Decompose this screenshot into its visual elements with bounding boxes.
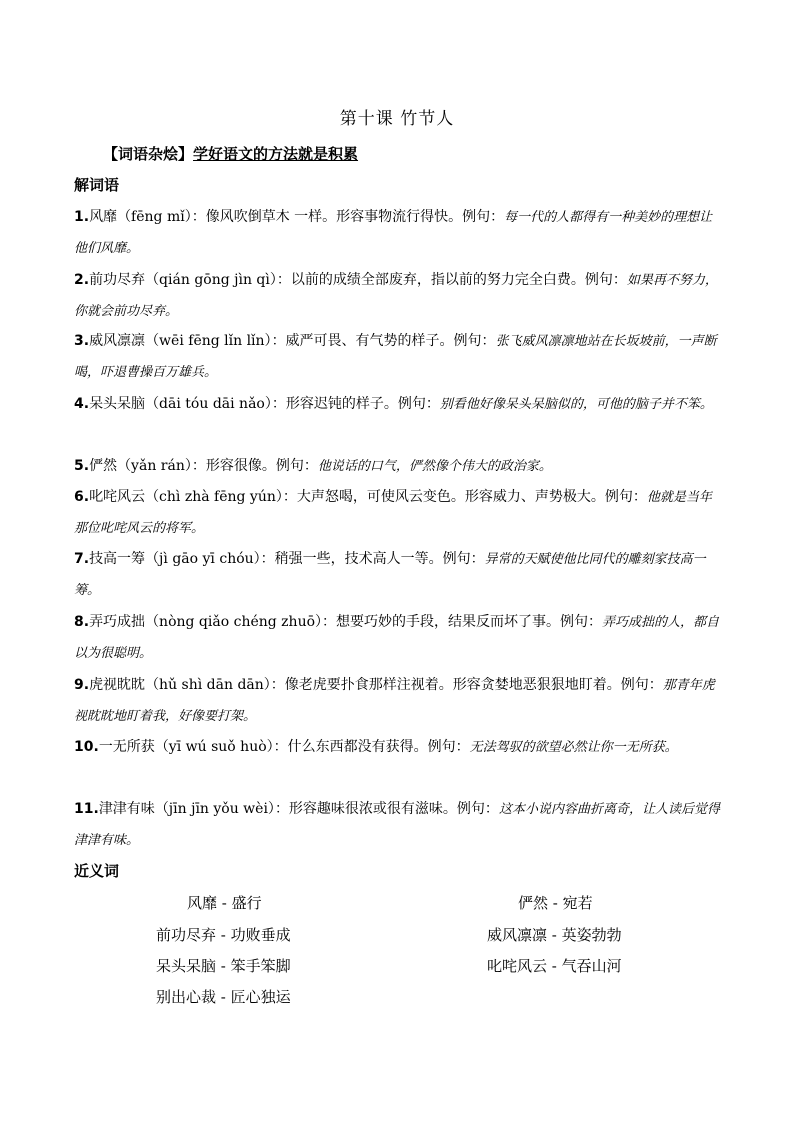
entry-pinyin: （jì gāo yī chóu） — [145, 551, 261, 567]
entry-definition: ：像老虎要扑食那样注视着。形容贪婪地恶狠狠地盯着。例句： — [270, 677, 663, 693]
page-title: 第十课 竹节人 — [339, 109, 455, 129]
entry-number: 10. — [74, 739, 99, 755]
entry-number: 9. — [74, 677, 90, 693]
entry-pinyin: （fēng mǐ） — [117, 209, 192, 225]
vocab-entry-8 — [74, 607, 722, 669]
entry-pinyin: （yǎn rán） — [117, 458, 192, 474]
entry-number: 4. — [74, 396, 90, 412]
vocab-entry-3 — [74, 326, 722, 388]
entry-pinyin: （wēi fēng lǐn lǐn） — [145, 333, 272, 349]
entry-number: 3. — [74, 333, 90, 349]
entry-example: 异常的天赋使他比同代的雕刻家技高一筹。 — [74, 552, 706, 598]
entry-pinyin: （nòng qiǎo chéng zhuō） — [145, 614, 323, 630]
entry-example: 那青年虎视眈眈地盯着我，好像要打架。 — [74, 678, 715, 724]
section-heading-synonyms: 近义词 — [74, 862, 120, 880]
entry-example: 弄巧成拙的人，都自以为很聪明。 — [74, 615, 720, 661]
vocab-entry-9 — [74, 670, 722, 732]
vocab-entry-4 — [74, 389, 722, 420]
synonym-pair: 叱咤风云 - 气吞山河 — [487, 957, 622, 975]
entry-pinyin: （hǔ shì dān dān） — [145, 677, 271, 693]
vocab-entry-5 — [74, 451, 722, 482]
entry-number: 11. — [74, 801, 99, 817]
entry-number: 2. — [74, 272, 90, 288]
entry-word: 津津有味 — [98, 801, 155, 817]
entry-pinyin: （qián gōng jìn qì） — [145, 272, 277, 288]
entry-pinyin: （chì zhà fēng yún） — [145, 489, 283, 505]
entry-pinyin: （dāi tóu dāi nǎo） — [145, 396, 272, 412]
section-heading-words: 解词语 — [74, 176, 120, 194]
entry-number: 7. — [74, 551, 90, 567]
subtitle-bracket: 【词语杂烩】 — [103, 145, 194, 163]
entry-number: 1. — [74, 209, 90, 225]
entry-pinyin: （yī wú suǒ huò） — [154, 739, 274, 755]
synonym-pair: 呆头呆脑 - 笨手笨脚 — [156, 957, 291, 975]
entry-definition: ：形容迟钝的样子。例句： — [271, 396, 440, 412]
entry-example: 别看他好像呆头呆脑似的，可他的脑子并不笨。 — [439, 397, 713, 412]
entry-word: 呆头呆脑 — [89, 396, 146, 412]
entry-word: 一无所获 — [98, 739, 155, 755]
entry-example: 无法驾驭的欲望必然让你一无所获。 — [469, 740, 678, 755]
entry-word: 风靡 — [89, 209, 118, 225]
entry-definition: ：威严可畏、有气势的样子。例句： — [271, 333, 496, 349]
entry-word: 叱咤风云 — [89, 489, 146, 505]
entry-number: 6. — [74, 489, 90, 505]
vocab-entry-1 — [74, 202, 722, 264]
entry-definition: ：稍强一些，技术高人一等。例句： — [260, 551, 485, 567]
entry-pinyin: （jīn jīn yǒu wèi） — [154, 801, 275, 817]
entry-number: 5. — [74, 458, 90, 474]
vocab-entry-10 — [74, 732, 722, 763]
entry-definition: ：以前的成绩全部废弃，指以前的努力完全白费。例句： — [276, 272, 627, 288]
synonym-pair: 别出心裁 - 匠心独运 — [156, 988, 291, 1006]
entry-definition: ：想要巧妙的手段，结果反而坏了事。例句： — [322, 614, 603, 630]
entry-definition: ：什么东西都没有获得。例句： — [273, 739, 470, 755]
vocab-entry-7 — [74, 544, 722, 606]
entry-word: 虎视眈眈 — [89, 677, 146, 693]
entry-definition: ：形容趣味很浓或很有滋味。例句： — [274, 801, 499, 817]
entry-definition: ：形容很像。例句： — [191, 458, 318, 474]
entry-definition: ：像风吹倒草木 一样。形容事物流行得快。例句： — [191, 209, 505, 225]
entry-number: 8. — [74, 614, 90, 630]
entry-example: 张飞威风凛凛地站在长坂坡前，一声断喝，吓退曹操百万雄兵。 — [74, 334, 717, 380]
subtitle-text: 学好语文的方法就是积累 — [193, 145, 359, 163]
entry-word: 威风凛凛 — [89, 333, 146, 349]
entry-definition: ：大声怒喝，可使风云变色。形容威力、声势极大。例句： — [282, 489, 647, 505]
entry-word: 前功尽弃 — [89, 272, 146, 288]
entry-word: 技高一筹 — [89, 551, 146, 567]
entry-example: 这本小说内容曲折离奇，让人读后觉得津津有味。 — [74, 802, 720, 848]
entry-word: 弄巧成拙 — [89, 614, 146, 630]
entry-example: 他说话的口气，俨然像个伟大的政治家。 — [317, 459, 552, 474]
synonym-pair: 俨然 - 宛若 — [518, 894, 593, 912]
subtitle — [103, 143, 358, 164]
vocab-entry-6 — [74, 482, 722, 544]
entry-example: 如果再不努力，你就会前功尽弃。 — [74, 273, 718, 319]
entry-word: 俨然 — [89, 458, 118, 474]
entry-example: 他就是当年那位叱咤风云的将军。 — [74, 490, 712, 536]
synonym-pair: 威风凛凛 - 英姿勃勃 — [487, 926, 622, 944]
entry-example: 每一代的人都得有一种美妙的理想让他们风靡。 — [74, 210, 713, 256]
synonym-pair: 风靡 - 盛行 — [187, 894, 262, 912]
vocab-entry-2 — [74, 265, 722, 327]
synonym-pair: 前功尽弃 - 功败垂成 — [156, 926, 291, 944]
vocab-entry-11 — [74, 794, 722, 856]
